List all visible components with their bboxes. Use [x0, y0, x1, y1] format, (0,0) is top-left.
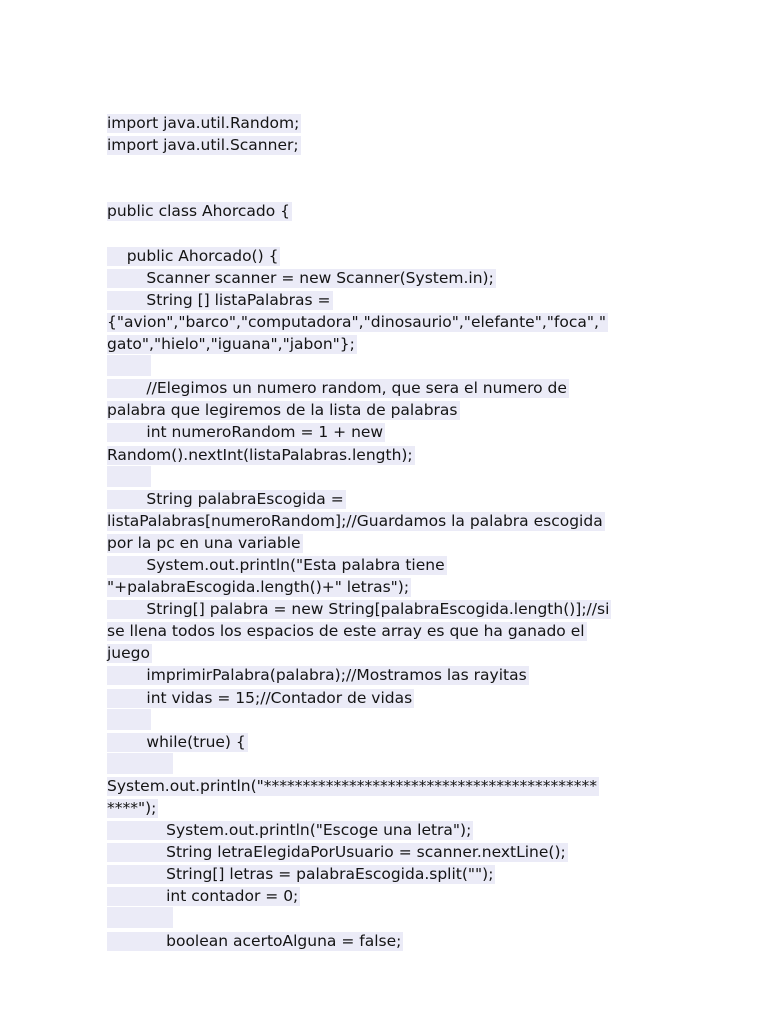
code-line	[107, 885, 667, 907]
code-line-text: String [] listaPalabras =	[107, 290, 331, 309]
code-line	[107, 333, 667, 355]
code-line-text	[107, 907, 173, 928]
code-line	[107, 554, 667, 576]
code-line	[107, 620, 667, 642]
code-line	[107, 200, 667, 222]
code-line-text: gato","hielo","iguana","jabon"};	[107, 335, 355, 354]
code-line	[107, 819, 667, 841]
code-line-text: import java.util.Random;	[107, 114, 300, 133]
code-line-text: Random().nextInt(listaPalabras.length);	[107, 445, 413, 464]
code-line-text	[107, 753, 173, 774]
code-line-text: int vidas = 15;//Contador de vidas	[107, 688, 413, 707]
code-line	[107, 907, 667, 929]
code-line-text: String palabraEscogida =	[107, 489, 344, 508]
code-line	[107, 223, 667, 245]
code-line	[107, 399, 667, 421]
code-line	[107, 841, 667, 863]
code-line	[107, 245, 667, 267]
code-line	[107, 532, 667, 554]
code-line	[107, 598, 667, 620]
code-line	[107, 311, 667, 333]
code-line	[107, 488, 667, 510]
code-line	[107, 753, 667, 775]
code-line-text: System.out.println("*******************************************	[107, 776, 598, 795]
code-line-text: boolean acertoAlguna = false;	[107, 931, 402, 950]
code-line-text: Scanner scanner = new Scanner(System.in);	[107, 268, 494, 287]
code-line	[107, 90, 667, 112]
code-line-text: while(true) {	[107, 732, 246, 751]
code-line	[107, 134, 667, 156]
code-line	[107, 642, 667, 664]
code-line	[107, 267, 667, 289]
code-line	[107, 377, 667, 399]
code-line	[107, 731, 667, 753]
code-line-text: listaPalabras[numeroRandom];//Guardamos la palabra escogida	[107, 511, 603, 530]
code-line-text: String[] palabra = new String[palabraEscogida.length()];//si	[107, 600, 610, 619]
code-line-text: String[] letras = palabraEscogida.split("");	[107, 865, 494, 884]
code-line	[107, 664, 667, 686]
code-line	[107, 156, 667, 178]
code-line	[107, 863, 667, 885]
code-line-text: {"avion","barco","computadora","dinosaurio","elefante","foca","	[107, 312, 607, 331]
code-line	[107, 510, 667, 532]
code-line-text: public Ahorcado() {	[107, 246, 279, 265]
code-line	[107, 930, 667, 952]
code-line	[107, 775, 667, 797]
code-line	[107, 421, 667, 443]
code-line	[107, 355, 667, 377]
code-line-text: "+palabraEscogida.length()+" letras");	[107, 578, 410, 597]
code-line-text: int numeroRandom = 1 + new	[107, 423, 384, 442]
code-line-text: palabra que legiremos de la lista de palabras	[107, 401, 458, 420]
code-line-text: System.out.println("Esta palabra tiene	[107, 555, 445, 574]
code-line	[107, 687, 667, 709]
code-line-text	[107, 466, 151, 487]
code-line-text: por la pc en una variable	[107, 533, 301, 552]
code-line	[107, 289, 667, 311]
code-listing	[107, 90, 667, 952]
code-line-text: int contador = 0;	[107, 887, 299, 906]
code-line	[107, 466, 667, 488]
code-line	[107, 709, 667, 731]
code-line	[107, 576, 667, 598]
code-line-text: import java.util.Scanner;	[107, 136, 299, 155]
code-line	[107, 178, 667, 200]
code-line-text: se llena todos los espacios de este array es que ha ganado el	[107, 622, 585, 641]
code-line-text: String letraElegidaPorUsuario = scanner.nextLine();	[107, 843, 566, 862]
code-line-text: public class Ahorcado {	[107, 202, 291, 221]
code-line	[107, 112, 667, 134]
code-line-text: juego	[107, 644, 150, 663]
code-line-text	[107, 709, 151, 730]
code-line-text: ****");	[107, 799, 157, 817]
code-line-text: imprimirPalabra(palabra);//Mostramos las rayitas	[107, 666, 527, 685]
code-line-text: //Elegimos un numero random, que sera el numero de	[107, 379, 567, 398]
code-line	[107, 444, 667, 466]
code-line-text: System.out.println("Escoge una letra");	[107, 821, 472, 840]
code-line-text	[107, 355, 151, 376]
code-line	[107, 797, 667, 819]
